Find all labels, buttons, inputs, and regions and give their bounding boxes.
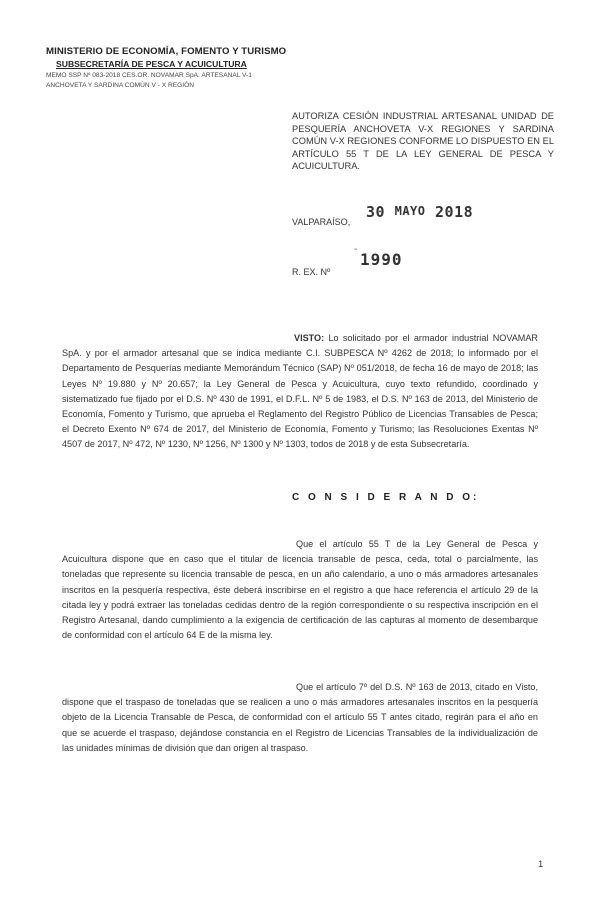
place-label: VALPARAÍSO, bbox=[292, 217, 351, 227]
ministry-name: MINISTERIO DE ECONOMÍA, FOMENTO Y TURISMO bbox=[46, 46, 287, 57]
visto-lead: VISTO: bbox=[294, 333, 325, 343]
date-year: 2018 bbox=[435, 203, 474, 221]
date-stamp bbox=[366, 203, 473, 221]
considerando-paragraph-2 bbox=[62, 680, 538, 756]
page-number: 1 bbox=[538, 859, 544, 870]
resolution-dash: - bbox=[354, 244, 358, 255]
considerando-heading: C O N S I D E R A N D O: bbox=[292, 492, 480, 503]
date-month: MAYO bbox=[394, 204, 426, 218]
letterhead bbox=[46, 46, 287, 90]
resolution-label: R. EX. Nº bbox=[292, 267, 331, 277]
place-and-date bbox=[292, 203, 474, 230]
memo-reference-line-1: MEMO SSP Nº 083-2018 CES.OR. NOVAMAR SpA. ARTESANAL V-1 bbox=[46, 72, 252, 79]
considerando-paragraph-1 bbox=[62, 537, 538, 643]
resolution-number-block bbox=[292, 244, 403, 280]
memo-reference-line-2: ANCHOVETA Y SARDINA COMÚN V - X REGIÓN bbox=[46, 82, 195, 89]
visto-paragraph bbox=[62, 331, 538, 453]
resolution-title: AUTORIZA CESIÓN INDUSTRIAL ARTESANAL UNIDAD DE PESQUERÍA ANCHOVETA V-X REGIONES Y SARDINA COMÚN V-X REGIONES CONFORME LO DISPUESTO EN EL ARTÍCULO 55 T DE LA LEY GENERAL DE PESCA Y ACUICULTURA. bbox=[292, 111, 554, 172]
paragraph-2-text: Que el artículo 55 T de la Ley General de Pesca y Acuicultura dispone que en caso que el titular de licencia transable de pesca, ceda, total o parcialmente, las toneladas que represente su licencia transable de pesca, en un año calendario, a uno o más armadores artesanales inscritos en la pesquería respectiva, éste deberá inscribirse en el registro a que hace referencia el artículo 29 de la citada ley y podrá extraer las toneladas cedidas dentro de la región correspondiente o su respectiva inscripción en el Registro Artesanal, dando cumplimiento a la exigencia de certificación de las capturas al momento de desembarque de conformidad con el artículo 64 E de la misma ley. bbox=[62, 539, 538, 641]
paragraph-3-text: Que el artículo 7º del D.S. Nº 163 de 2013, citado en Visto, dispone que el traspaso de toneladas que se realicen a uno o más armadores artesanales inscritos en la pesquería objeto de la Licencia Transable de Pesca, de conformidad con el artículo 55 T antes citado, regirán para el año en que se acuerde el traspaso, dejándose constancia en el Registro de Licencias Transables de la individualización de las unidades mínimas de división que dan origen al traspaso. bbox=[62, 682, 538, 753]
date-day: 30 bbox=[366, 203, 386, 221]
subsecretaria-name: SUBSECRETARÍA DE PESCA Y ACUICULTURA bbox=[56, 59, 247, 69]
resolution-number: 1990 bbox=[360, 250, 403, 269]
visto-text: Lo solicitado por el armador industrial NOVAMAR SpA. y por el armador artesanal que se indica mediante C.I. SUBPESCA Nº 4262 de 2018; lo informado por el Departamento de Pesquerías mediante Memorándum Técnico (SAP) Nº 051/2018, de fecha 16 de mayo de 2018; las Leyes Nº 19.880 y Nº 20.657; la Ley General de Pesca y Acuicultura, cuyo texto refundido, coordinado y sistematizado fue fijado por el D.S. Nº 430 de 1991, el D.F.L. Nº 5 de 1983, el D.S. Nº 163 de 2013, del Ministerio de Economía, Fomento y Turismo, que aprueba el Reglamento del Registro Público de Licencias Transables de Pesca; el Decreto Exento Nº 674 de 2017, del Ministerio de Economía, Fomento y Turismo; las Resoluciones Exentas Nº 4507 de 2017, Nº 472, Nº 1230, Nº 1256, Nº 1300 y Nº 1303, todos de 2018 y de esta Subsecretaría. bbox=[62, 333, 538, 450]
